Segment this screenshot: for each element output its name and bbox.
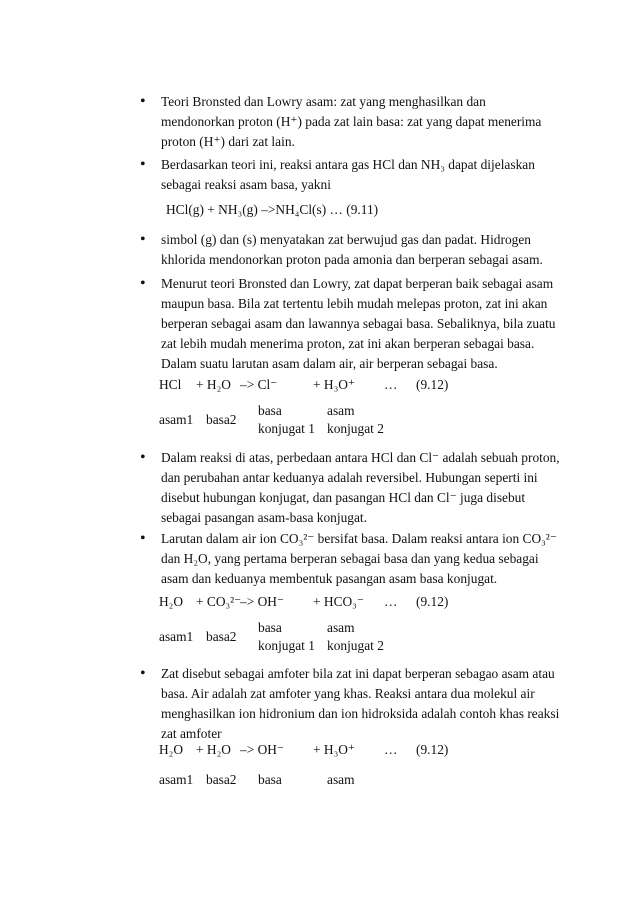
role-label: asam1 [159,412,194,427]
reaction-term: –> OH⁻ [240,742,285,757]
text-line: disebut hubungan konjugat, dan pasangan HCl dan Cl⁻ juga disebut [161,490,526,505]
equation-number: (9.12) [416,377,449,392]
role-sublabel: konjugat 1 [258,421,315,436]
bullet-marker: • [140,231,146,248]
bullet-marker: • [140,93,146,110]
role-label: asam1 [159,772,194,787]
text-line: Zat disebut sebagai amfoter bila zat ini dapat berperan sebagao asam atau [161,666,555,681]
bullet-marker: • [140,530,146,547]
bullet-paragraph-4 [161,274,561,374]
reaction-term: H₂O [159,594,184,609]
text-line: Teori Bronsted dan Lowry asam: zat yang menghasilkan dan [161,94,486,109]
reaction-term: H₂O [159,742,184,757]
text-line: simbol (g) dan (s) menyatakan zat berwujud gas dan padat. Hidrogen [161,232,531,247]
role-sublabel: konjugat 2 [327,638,384,653]
reaction-term: + HCO₃⁻ [313,594,364,609]
reaction-term: … [384,377,398,392]
equation-number: (9.12) [416,742,449,757]
text-line: Dalam reaksi di atas, perbedaan antara HCl dan Cl⁻ adalah sebuah proton, [161,450,560,465]
text-line: dan H₂O, yang pertama berperan sebagai basa dan yang kedua sebagai [161,551,539,566]
text-line: sebagai pasangan asam-basa konjugat. [161,510,367,525]
reaction-term: … [384,594,398,609]
text-line: basa. Air adalah zat amfoter yang khas. Reaksi antara dua molekul air [161,686,535,701]
bullet-marker: • [140,156,146,173]
text-line: proton (H⁺) dari zat lain. [161,134,295,149]
text-line: Larutan dalam air ion CO₃²⁻ bersifat basa. Dalam reaksi antara ion CO₃²⁻ [161,531,557,546]
text-line: zat lebih mudah menerima proton, zat ini akan berperan sebagai basa. [161,336,535,351]
text-line: khlorida mendonorkan proton pada amonia dan berperan sebagai asam. [161,252,543,267]
role-label: basa2 [206,412,237,427]
text-line: Berdasarkan teori ini, reaksi antara gas HCl dan NH₃ dapat dijelaskan [161,157,535,172]
reaction-term: + H₂O [196,377,231,392]
text-line: menghasilkan ion hidronium dan ion hidroksida adalah contoh khas reaksi [161,706,560,721]
reaction-term: + CO₃²⁻ [196,594,242,609]
bullet-paragraph-7 [161,664,561,744]
equation-number: (9.12) [416,594,449,609]
reaction-term: + H₂O [196,742,231,757]
reaction-term: HCl [159,377,182,392]
role-label: basa2 [206,772,237,787]
role-label: basa [258,403,282,418]
bullet-marker: • [140,275,146,292]
text-line: mendonorkan proton (H⁺) pada zat lain basa: zat yang dapat menerima [161,114,542,129]
role-label: asam [327,620,355,635]
reaction-term: + H₃O⁺ [313,742,355,757]
text-line: asam dan keduanya membentuk pasangan asam basa konjugat. [161,571,498,586]
text-line: zat amfoter [161,726,222,741]
bullet-marker: • [140,665,146,682]
role-label: basa2 [206,629,237,644]
bullet-paragraph-1 [161,92,561,152]
role-label: basa [258,772,282,787]
text-line: Menurut teori Bronsted dan Lowry, zat dapat berperan baik sebagai asam [161,276,554,291]
role-label: asam1 [159,629,194,644]
bullet-paragraph-3 [161,230,561,270]
role-label: asam [327,772,355,787]
bullet-paragraph-2 [161,155,561,195]
text-line: dan perubahan antar keduanya adalah reversibel. Hubungan seperti ini [161,470,538,485]
reaction-term: … [384,742,398,757]
reaction-term: –> Cl⁻ [240,377,278,392]
bullet-paragraph-6 [161,529,561,589]
bullet-marker: • [140,449,146,466]
reaction-term: + H₃O⁺ [313,377,355,392]
reaction-term: –> OH⁻ [240,594,285,609]
role-label: asam [327,403,355,418]
equation-9-11: HCl(g) + NH₃(g) –>NH₄Cl(s) … (9.11) [166,202,379,217]
bullet-paragraph-5 [161,448,561,528]
text-line: Dalam suatu larutan asam dalam air, air berperan sebagai basa. [161,356,498,371]
role-sublabel: konjugat 2 [327,421,384,436]
text-line: berperan sebagai asam dan lawannya sebagai basa. Sebaliknya, bila zuatu [161,316,556,331]
role-sublabel: konjugat 1 [258,638,315,653]
text-line: sebagai reaksi asam basa, yakni [161,177,331,192]
text-line: maupun basa. Bila zat tertentu lebih mudah melepas proton, zat ini akan [161,296,548,311]
role-label: basa [258,620,282,635]
